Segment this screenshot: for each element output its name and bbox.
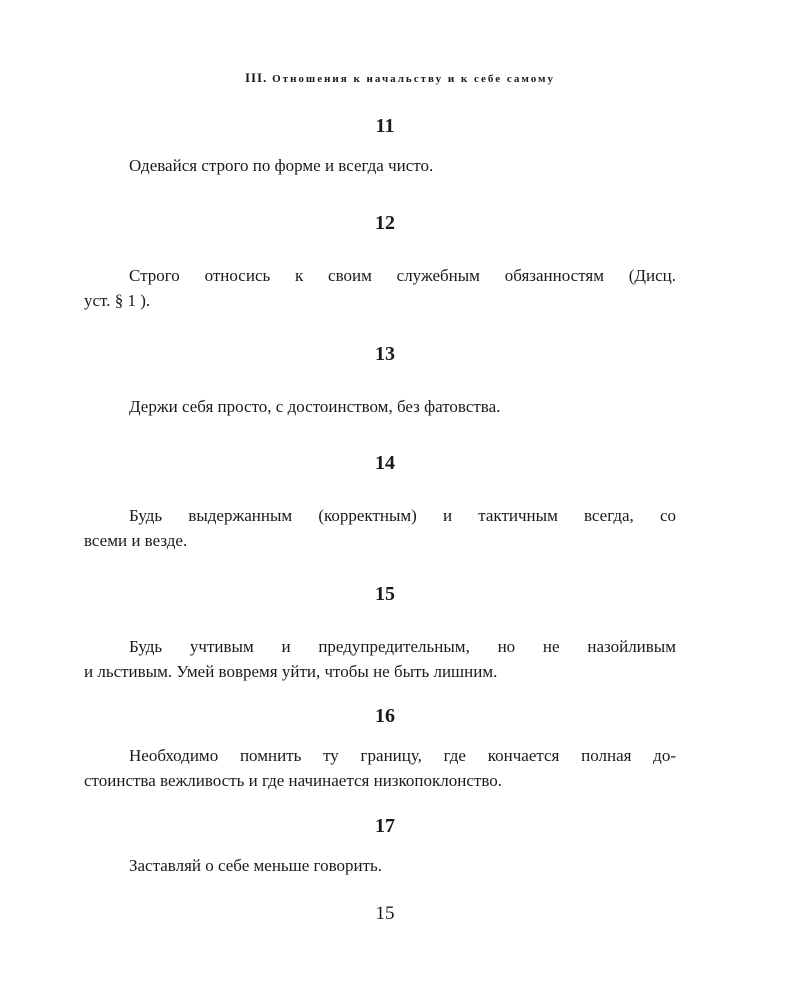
page-number: 15 [375,903,395,924]
section-number: 16 [375,705,395,727]
section-line: Необходимо помнить ту границу, где кончается полная до- [129,746,676,765]
section-text [84,263,676,313]
section-line: Заставляй о себе меньше говорить. [129,856,383,875]
section-text [84,743,676,793]
running-header [0,70,800,86]
section-line: Будь учтивым и предупредительным, но не назойливым [129,637,676,656]
section-text [84,503,676,553]
section-number: 13 [375,343,395,365]
section-number: 17 [375,815,395,837]
section-line: Одевайся строго по форме и всегда чисто. [129,156,434,175]
section-line: Строго относись к своим служебным обязанностям (Дисц. [129,266,676,285]
section-number: 14 [375,452,395,474]
section-line: Будь выдержанным (корректным) и тактичным всегда, со [129,506,676,525]
chapter-title: Отношения к начальству и к себе самому [272,73,556,85]
section-line: и льстивым. Умей вовремя уйти, чтобы не быть лишним. [84,662,498,681]
section-line: стоинства вежливость и где начинается низкопоклонство. [84,771,502,790]
section-line: Держи себя просто, с достоинством, без фатовства. [129,397,501,416]
section-text [84,853,676,878]
section-text [84,394,676,419]
section-number: 12 [375,212,395,234]
section-number: 15 [375,583,395,605]
section-number: 11 [375,115,395,137]
section-line: всеми и везде. [84,531,188,550]
section-text [84,634,676,684]
section-line: уст. § 1 ). [84,291,151,310]
section-text [84,153,676,178]
chapter-number: III. [244,70,268,85]
